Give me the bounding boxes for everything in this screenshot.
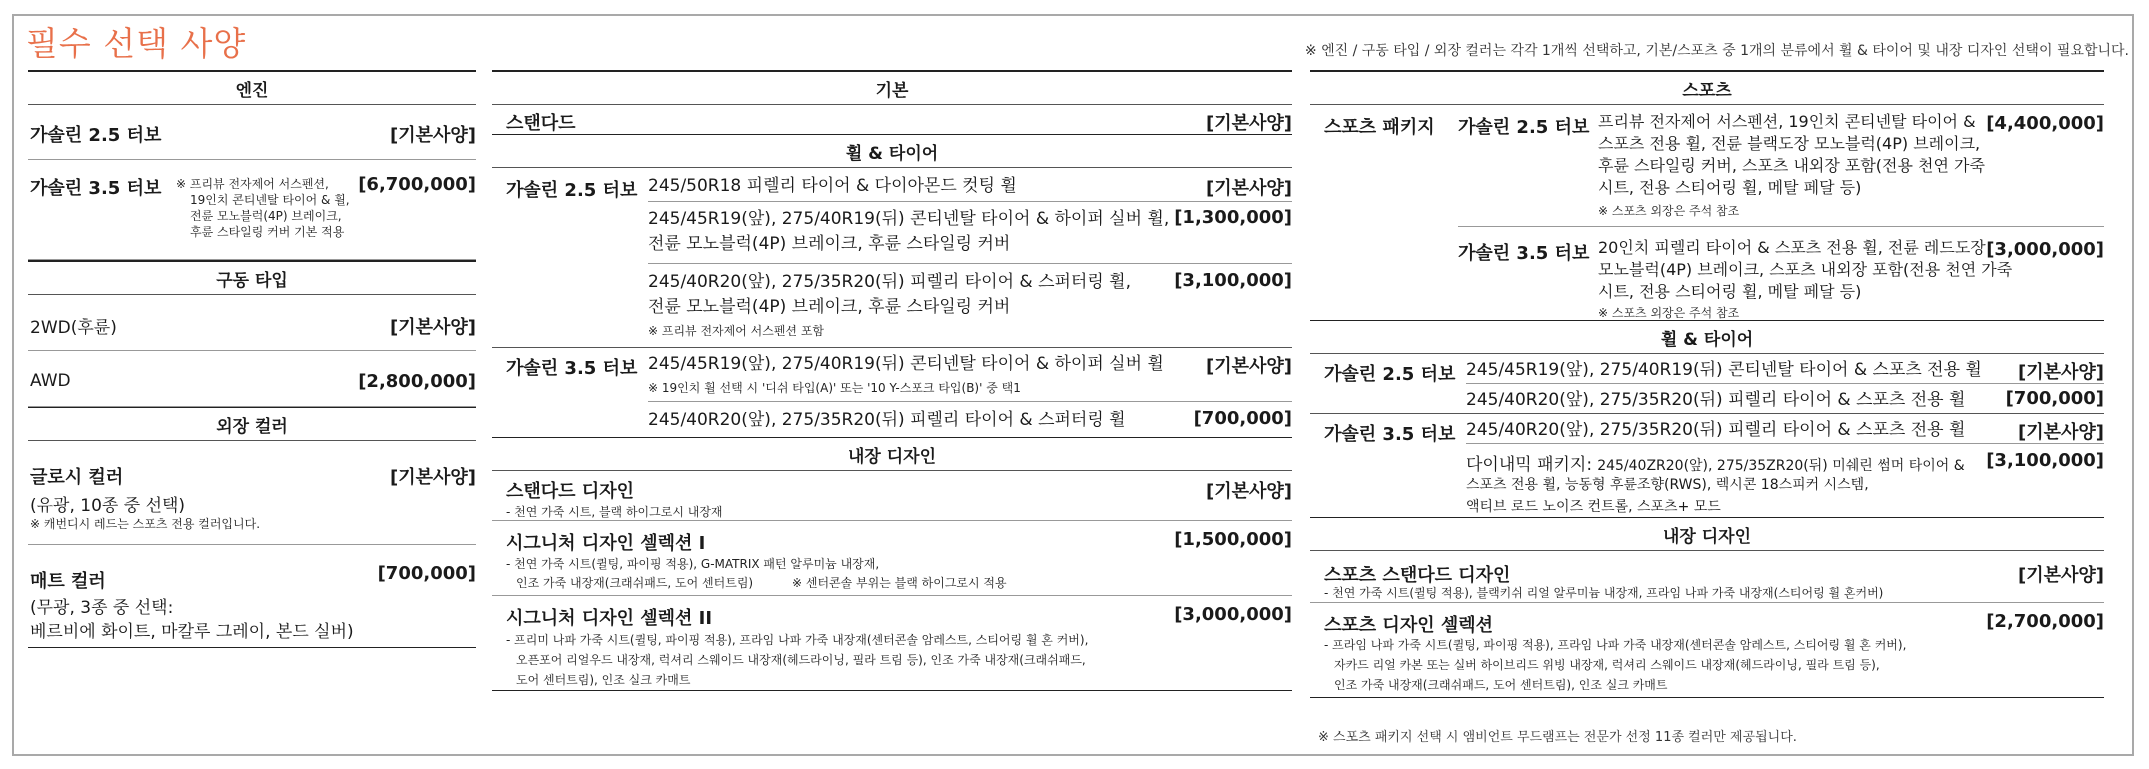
standard-name: 스탠다드 (506, 113, 576, 134)
sports-g35-group (1310, 414, 2104, 518)
wheel-price: [3,100,000] (1986, 450, 2104, 471)
interior-option[interactable] (492, 596, 1292, 691)
basic-g35-group (492, 348, 1292, 438)
exterior-sub: (무광, 3종 중 선택: (30, 598, 174, 618)
wheel-desc: 액티브 로드 노이즈 컨트롤, 스포츠+ 모드 (1466, 499, 1721, 515)
interior-price: [1,500,000] (1174, 529, 1292, 550)
wheel-option[interactable] (1466, 444, 2104, 518)
package-engine: 가솔린 2.5 터보 (1458, 117, 1590, 138)
drive-name: AWD (30, 371, 71, 391)
interior-desc: 인조 가죽 내장재(크래쉬패드, 도어 센터트림), 인조 실크 카매트 (1334, 678, 1668, 692)
interior-name: 스탠다드 디자인 (506, 481, 634, 502)
sports-heading: 스포츠 (1310, 70, 2104, 105)
wheel-price: [700,000] (2005, 388, 2104, 409)
exterior-name: 글로시 컬러 (30, 467, 124, 488)
engine-name: 가솔린 3.5 터보 (30, 178, 162, 199)
exterior-heading: 외장 컬러 (28, 407, 476, 441)
interior-name: 시그니처 디자인 셀렉션 I (506, 533, 706, 554)
package-note: ※ 스포츠 외장은 주석 참조 (1598, 204, 1740, 218)
top-note: ※ 엔진 / 구동 타입 / 외장 컬러는 각각 1개씩 선택하고, 기본/스포츠 중 1개의 분류에서 휠 & 타이어 및 내장 디자인 선택이 필요합니다. (1304, 43, 2129, 59)
wheel-price: [기본사양] (1205, 356, 1292, 377)
wheel-option[interactable] (648, 202, 1292, 264)
wheel-note: ※ 프리뷰 전자제어 서스펜션 포함 (648, 324, 825, 338)
engine-item-25[interactable] (28, 105, 476, 160)
wheel-desc: 전륜 모노블럭(4P) 브레이크, 후륜 스타일링 커버 (648, 297, 1011, 317)
drive-item-2wd[interactable] (28, 295, 476, 351)
interior-price: [기본사양] (1205, 481, 1292, 502)
package-price: [4,400,000] (1986, 113, 2104, 134)
interior-option[interactable] (492, 471, 1292, 521)
engine-item-35[interactable] (28, 160, 476, 260)
wheel-price: [1,300,000] (1174, 207, 1292, 228)
package-desc: 20인치 피렐리 타이어 & 스포츠 전용 휠, 전륜 레드도장 모노블럭(4P) 브레이크, 스포츠 내외장 포함(전용 천연 가죽 시트, 전용 스티어링 휠, 메탈 페달 등) (1598, 238, 2013, 301)
engine-label: 가솔린 2.5 터보 (1324, 364, 1456, 385)
wheel-desc: 245/45R19(앞), 275/40R19(뒤) 콘티넨탈 타이어 & 스포츠 전용 휠 (1466, 360, 1982, 380)
basic-standard[interactable] (492, 105, 1292, 135)
engine-label: 가솔린 2.5 터보 (506, 180, 638, 201)
interior-note: ※ 센터콘솔 부위는 블랙 하이그로시 적용 (792, 576, 1007, 590)
exterior-sub: (유광, 10종 중 선택) (30, 496, 186, 516)
wheel-desc: 245/40R20(앞), 275/35R20(뒤) 피렐리 타이어 & 스퍼터링 휠, (648, 272, 1132, 292)
drive-price: [기본사양] (389, 317, 476, 338)
wheel-note: ※ 19인치 휠 선택 시 '디쉬 타입(A)' 또는 '10 Y-스포크 타입(B)' 중 택1 (648, 381, 1021, 395)
column-sports (1310, 70, 2104, 698)
drive-item-awd[interactable] (28, 351, 476, 407)
wheel-option[interactable] (648, 402, 1292, 438)
interior-desc: 인조 가죽 내장재(크래쉬패드, 도어 센터트림) (516, 576, 754, 590)
sports-g25-group (1310, 354, 2104, 414)
interior-option[interactable] (1310, 551, 2104, 603)
interior-price: [2,700,000] (1986, 611, 2104, 632)
interior-desc: 자카드 리얼 카본 또는 실버 하이브리드 위빙 내장재, 럭셔리 스웨이드 내장재(헤드라이닝, 필라 트림 등), (1334, 658, 1880, 672)
engine-note: ※ 프리뷰 전자제어 서스펜션, 19인치 콘티넨탈 타이어 & 휠, 전륜 모노블럭(4P) 브레이크, 후륜 스타일링 커버 기본 적용 (176, 177, 350, 239)
page-title: 필수 선택 사양 (26, 24, 247, 63)
column-basic (492, 70, 1292, 691)
wheel-option[interactable] (1466, 384, 2104, 414)
engine-label: 가솔린 3.5 터보 (1324, 424, 1456, 445)
wheel-desc: 245/45R19(앞), 275/40R19(뒤) 콘티넨탈 타이어 & 하이퍼 실버 휠 (648, 354, 1164, 374)
interior-name: 스포츠 스탠다드 디자인 (1324, 565, 1511, 586)
package-note: ※ 스포츠 외장은 주석 참조 (1598, 306, 1740, 320)
column-engine-drive-exterior (28, 70, 476, 648)
exterior-note: ※ 캐번디시 레드는 스포츠 전용 컬러입니다. (30, 517, 261, 531)
wheel-option[interactable] (648, 264, 1292, 348)
wheel-price: [3,100,000] (1174, 270, 1292, 291)
interior-desc: - 프리미 나파 가죽 시트(퀼팅, 파이핑 적용), 프라임 나파 가죽 내장재(센터콘솔 암레스트, 스티어링 휠 혼 커버), (506, 633, 1089, 647)
sports-interior-heading: 내장 디자인 (1310, 518, 2104, 551)
wheel-desc: 스포츠 전용 휠, 능동형 후륜조향(RWS), 렉시콘 18스피커 시스템, (1466, 477, 1869, 493)
package-price: [3,000,000] (1986, 239, 2104, 260)
drive-name: 2WD(후륜) (30, 318, 117, 338)
basic-heading: 기본 (492, 70, 1292, 105)
interior-desc: 도어 센터트림), 인조 실크 카매트 (516, 673, 691, 687)
basic-wheel-heading: 휠 & 타이어 (492, 135, 1292, 168)
wheel-price: [기본사양] (2017, 362, 2104, 383)
wheel-desc: 전륜 모노블럭(4P) 브레이크, 후륜 스타일링 커버 (648, 234, 1011, 254)
exterior-sub: 베르비에 화이트, 마칼루 그레이, 본드 실버) (30, 622, 354, 642)
interior-price: [기본사양] (2017, 565, 2104, 586)
wheel-desc: 245/40R20(앞), 275/35R20(뒤) 피렐리 타이어 & 스퍼터링 휠 (648, 410, 1126, 430)
interior-desc: 오픈포어 리얼우드 내장재, 럭셔리 스웨이드 내장재(헤드라이닝, 필라 트림 등), 인조 가죽 내장재(크래쉬패드, (516, 653, 1086, 667)
interior-name: 시그니처 디자인 셀렉션 II (506, 608, 713, 629)
engine-heading: 엔진 (28, 70, 476, 105)
wheel-price: [기본사양] (1205, 178, 1292, 199)
wheel-option[interactable] (648, 168, 1292, 202)
exterior-item-matte[interactable] (28, 545, 476, 645)
wheel-desc: 245/40R20(앞), 275/35R20(뒤) 피렐리 타이어 & 스포츠 전용 휠 (1466, 420, 1966, 440)
drive-heading: 구동 타입 (28, 260, 476, 295)
wheel-desc: 245/50R18 피렐리 타이어 & 다이아몬드 컷팅 휠 (648, 176, 1017, 196)
interior-desc: - 천연 가죽 시트(퀼팅, 파이핑 적용), G-MATRIX 패턴 알루미늄 내장재, (506, 557, 880, 571)
wheel-price: [700,000] (1193, 408, 1292, 429)
exterior-price: [700,000] (377, 563, 476, 584)
interior-option[interactable] (492, 521, 1292, 596)
interior-option[interactable] (1310, 603, 2104, 698)
exterior-name: 매트 컬러 (30, 571, 106, 592)
basic-g25-group (492, 168, 1292, 348)
package-label: 스포츠 패키지 (1324, 117, 1435, 138)
wheel-price: [기본사양] (2017, 422, 2104, 443)
engine-price: [기본사양] (389, 125, 476, 146)
interior-price: [3,000,000] (1174, 604, 1292, 625)
interior-desc: - 프라임 나파 가죽 시트(퀼팅, 파이핑 적용), 프라임 나파 가죽 내장재(센터콘솔 암레스트, 스티어링 휠 혼 커버), (1324, 638, 1907, 652)
wheel-option[interactable] (1466, 354, 2104, 384)
basic-interior-heading: 내장 디자인 (492, 438, 1292, 471)
wheel-desc: 다이내믹 패키지: 245/40ZR20(앞), 275/35ZR20(뒤) 미쉐린 썸머 타이어 & (1466, 455, 1965, 475)
exterior-price: [기본사양] (389, 467, 476, 488)
package-desc: 프리뷰 전자제어 서스펜션, 19인치 콘티넨탈 타이어 & 스포츠 전용 휠, 전륜 블랙도장 모노블럭(4P) 브레이크, 후륜 스타일링 커버, 스포츠 내외장 포함(전용 천연 가죽 시트, 전용 스티어링 휠, 메탈 페달 등) (1598, 112, 1985, 197)
column-bottom-rule (28, 647, 476, 648)
interior-name: 스포츠 디자인 셀렉션 (1324, 615, 1494, 636)
engine-name: 가솔린 2.5 터보 (30, 125, 162, 146)
wheel-desc: 245/40R20(앞), 275/35R20(뒤) 피렐리 타이어 & 스포츠 전용 휠 (1466, 390, 1966, 410)
standard-price: [기본사양] (1205, 113, 1292, 134)
drive-price: [2,800,000] (358, 371, 476, 392)
sports-wheel-heading: 휠 & 타이어 (1310, 321, 2104, 354)
package-engine: 가솔린 3.5 터보 (1458, 243, 1590, 264)
package-option[interactable] (1458, 227, 2104, 321)
engine-price: [6,700,000] (358, 174, 476, 195)
exterior-item-glossy[interactable] (28, 441, 476, 545)
interior-desc: - 천연 가죽 시트, 블랙 하이그로시 내장재 (506, 505, 723, 519)
package-option[interactable] (1458, 105, 2104, 227)
engine-label: 가솔린 3.5 터보 (506, 358, 638, 379)
wheel-desc: 245/45R19(앞), 275/40R19(뒤) 콘티넨탈 타이어 & 하이퍼 실버 휠, (648, 209, 1170, 229)
interior-desc: - 천연 가죽 시트(퀼팅 적용), 블랙키쉬 리얼 알루미늄 내장재, 프라임 나파 가죽 내장재(스티어링 휠 혼커버) (1324, 586, 1884, 600)
sports-package-group (1310, 105, 2104, 321)
bottom-note: ※ 스포츠 패키지 선택 시 앰비언트 무드램프는 전문가 선정 11종 컬러만 제공됩니다. (1318, 730, 1797, 745)
wheel-option[interactable] (1466, 414, 2104, 444)
wheel-option[interactable] (648, 348, 1292, 402)
